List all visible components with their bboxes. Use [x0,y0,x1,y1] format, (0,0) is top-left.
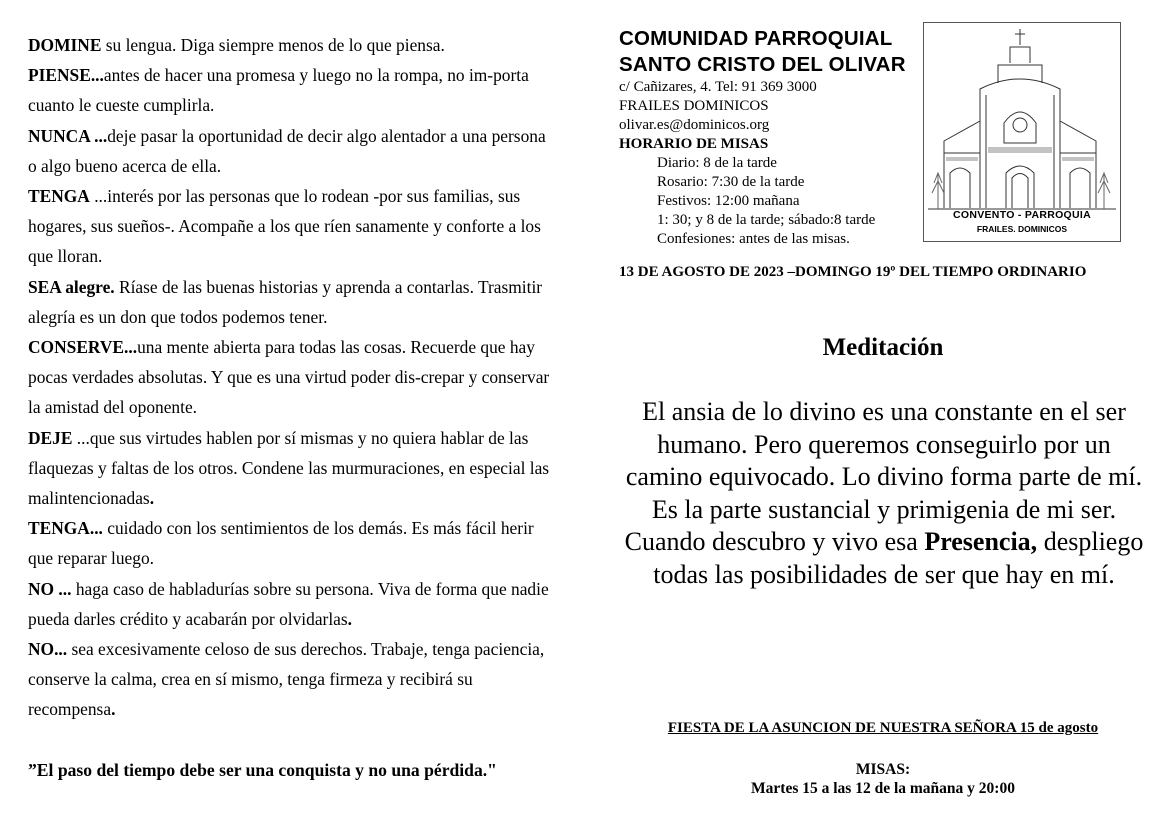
lead-word: NO... [28,639,68,660]
paragraph-tenga-cuidado [28,513,550,573]
address: c/ Cañizares, 4. Tel: 91 369 3000 [619,79,817,95]
meditation-text-part: despliego todas las posibilidades de ser que hay en mí. [653,527,1144,589]
lead-word: DEJE [28,427,73,448]
sketch-caption-1: CONVENTO - PARROQUIA [952,209,1092,221]
schedule-title: HORARIO DE MISAS [619,136,769,152]
paragraph-text: una mente abierta para todas las cosas. Recuerde que hay pocas verdades absolutas. Y que es una virtud poder dis-crepar y conservar la amistad del oponente. [28,337,550,418]
paragraph-text: ...que sus virtudes hablen por sí mismas y no quiera hablar de las flaquezas y faltas de los otros. Condene las murmuraciones, en especial las malintencionadas [28,427,550,509]
lead-word: TENGA [28,186,90,207]
church-sketch [923,22,1121,242]
parish-title-line2: SANTO CRISTO DEL OLIVAR [619,53,906,76]
paragraph-text: ...interés por las personas que lo rodean -por sus familias, sus hogares, sus sueños-. Acompañe a los que ríen sanamente y conforte a los que lloran. [28,186,541,267]
closing-quote: ”El paso del tiempo debe ser una conquista y no una pérdida." [28,759,497,780]
paragraph-text: sea excesivamente celoso de sus derechos. Trabaje, tenga paciencia, conserve la calma, crea en sí mismo, tenga firmeza y recibirá su recompensa [28,639,545,720]
paragraph-sea-alegre [28,272,550,332]
email: olivar.es@dominicos.org [619,117,770,133]
meditation-bold-word: Presencia, [924,527,1038,557]
masses-block [617,760,1149,798]
lead-word: TENGA... [28,518,103,539]
paragraph-text: deje pasar la oportunidad de decir algo alentador a una persona o algo bueno acerca de ella. [28,125,546,176]
schedule-item: 1: 30; y 8 de la tarde; sábado:8 tarde [657,212,876,228]
feast-heading: FIESTA DE LA ASUNCION DE NUESTRA SEÑORA 15 de agosto [667,720,1099,736]
paragraph-piense [28,60,550,120]
lead-word: PIENSE... [28,65,104,86]
paragraph-tenga-interes [28,181,550,272]
paragraph-no-celoso [28,634,550,725]
contact-block [619,78,875,249]
masses-detail: Martes 15 a las 12 de la mañana y 20:00 [751,780,1015,797]
parish-title [619,26,906,78]
lead-word: NUNCA ... [28,125,108,146]
schedule-item: Diario: 8 de la tarde [657,155,777,171]
paragraph-text: cuidado con los sentimientos de los demás. Es más fácil herir que reparar luego. [28,518,534,569]
paragraph-no-habladurias [28,574,550,634]
paragraph-tail: . [111,699,116,720]
masses-label: MISAS: [855,761,911,778]
liturgical-date: 13 DE AGOSTO DE 2023 –DOMINGO 19º DEL TIEMPO ORDINARIO [619,264,1087,280]
order-name: FRAILES DOMINICOS [619,98,769,114]
paragraph-conserve [28,332,550,423]
schedule-item: Confesiones: antes de las misas. [657,231,850,247]
sketch-caption-2: FRAILES. DOMINICOS [976,224,1068,234]
paragraph-text: antes de hacer una promesa y luego no la rompa, no im-porta cuanto le cueste cumplirla. [28,65,529,116]
left-column [28,30,550,785]
paragraph-text: su lengua. Diga siempre menos de lo que piensa. [101,35,445,55]
parish-title-line1: COMUNIDAD PARROQUIAL [619,27,893,50]
lead-word: SEA alegre. [28,276,115,297]
meditation-title: Meditación [822,334,944,361]
paragraph-tail: . [347,608,353,629]
meditation-text-part: El ansia de lo divino es una constante en el ser humano. Pero queremos conseguirlo por un camino equivocado. Lo divino forma parte de mí. Es la parte sustancial y primigenia de mi ser. Cuando descubro y vivo esa [624,397,1143,557]
paragraph-domine [28,30,550,60]
paragraph-deje [28,423,550,514]
schedule-item: Festivos: 12:00 mañana [657,193,800,209]
paragraph-text: Ríase de las buenas historias y aprenda a contarlas. Trasmitir alegría es un don que todos podemos tener. [28,276,543,327]
lead-word: CONSERVE... [28,337,138,358]
paragraph-nunca [28,121,550,181]
paragraph-tail: . [149,488,155,509]
meditation-text [617,396,1151,592]
lead-word: NO ... [28,578,72,599]
lead-word: DOMINE [28,35,102,55]
paragraph-text: haga caso de habladurías sobre su persona. Viva de forma que nadie pueda darles crédito y acabarán por olvidarlas [28,578,549,629]
meditation-body [617,396,1151,592]
schedule-item: Rosario: 7:30 de la tarde [657,174,805,190]
